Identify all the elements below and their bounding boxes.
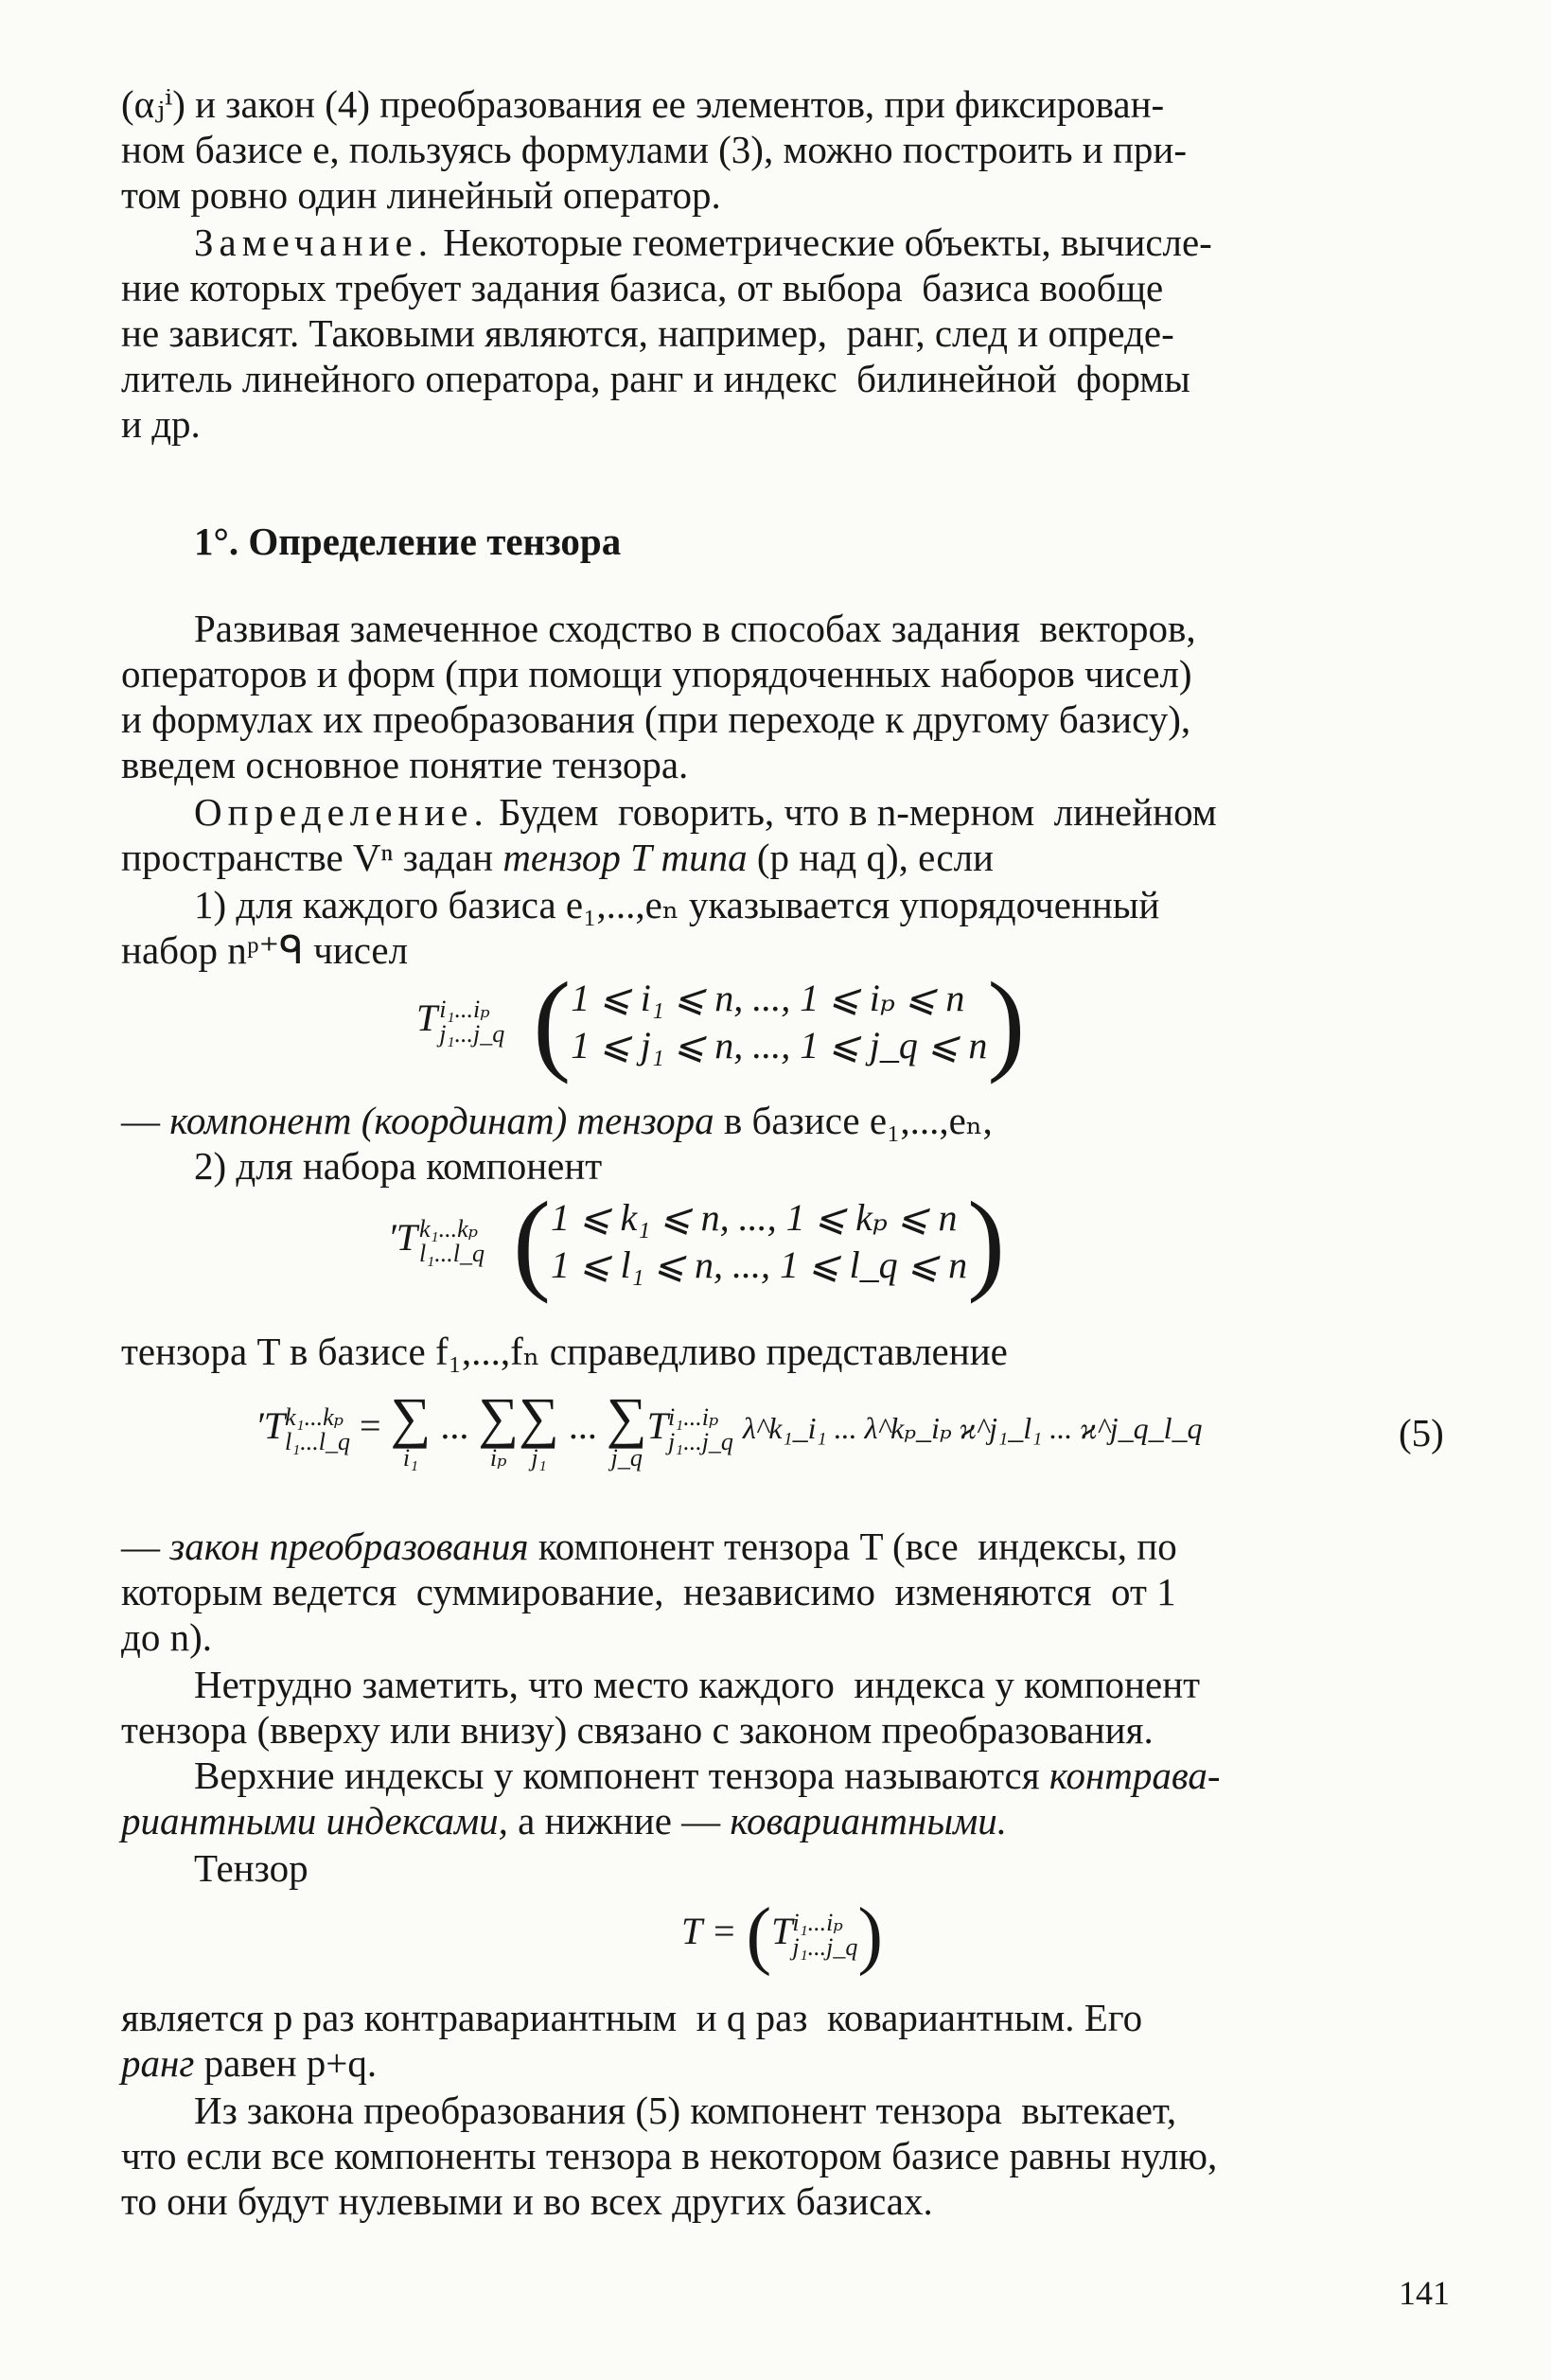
superscript: i₁...iₚ [792, 1909, 843, 1936]
remark-line [194, 220, 1519, 265]
text-line: которым ведется суммирование, независимо изменяются от 1 [121, 1570, 1176, 1613]
text-line: является p раз контравариантным и q раз ковариантным. Его [121, 1996, 1143, 2039]
math-symbol: T [416, 996, 438, 1040]
formula-transformation-law [256, 1386, 1203, 1472]
text-line: не зависят. Таковыми являются, например, ранг, след и опреде- [121, 311, 1174, 355]
superscript: i₁...iₚ [439, 996, 490, 1023]
math-symbol: ′T [388, 1216, 417, 1260]
text-line: набор nᵖ⁺ᑫ чисел [121, 928, 409, 972]
sum-sign: ∑ j₁ [519, 1386, 559, 1472]
text-line: операторов и форм (при помощи упорядоченных наборов чисел) [121, 652, 1192, 696]
text-span: — [121, 1525, 170, 1568]
italic-term: тензор T типа [502, 836, 748, 879]
text-line [121, 1098, 1446, 1143]
left-paren: ( [746, 1894, 772, 1977]
text-line: ние которых требует задания базиса, от выбора базиса вообще [121, 266, 1164, 309]
remark-label: Замечание. [194, 220, 434, 264]
superscript: i₁...iₚ [667, 1403, 719, 1431]
text-line [121, 835, 1446, 880]
text-line [121, 2040, 1446, 2086]
ellipsis: ... [431, 1404, 479, 1448]
text-line: (αⱼⁱ) и закон (4) преобразования ее элементов, при фиксирован- [121, 82, 1165, 126]
text-line: и формулах их преобразования (при переходе к другому базису), [121, 697, 1191, 741]
right-paren: ) [987, 959, 1026, 1084]
subscript: l₁...l_q [419, 1240, 485, 1267]
text-line [121, 1524, 1446, 1569]
text-span: (p над q), если [747, 836, 994, 879]
italic-term: компонент (координат) тензора [169, 1099, 714, 1142]
text-span: а нижние — [507, 1799, 731, 1842]
italic-term: риантными индексами, [121, 1799, 508, 1842]
formula-coefficients: λ^k₁_i₁ ... λ^kₚ_iₚ ϰ^j₁_l₁ ... ϰ^j_q_l_q [742, 1411, 1203, 1446]
equals-sign: = [350, 1404, 391, 1448]
text-line: и др. [121, 402, 201, 446]
superscript: k₁...kₚ [285, 1403, 344, 1431]
text-span: компонент тензора T (все индексы, по [528, 1525, 1177, 1568]
text-line: до n). [121, 1615, 213, 1659]
sum-index: i₁ [402, 1444, 419, 1472]
text-line: литель линейного оператора, ранг и индекс билинейной формы [121, 357, 1190, 400]
math-symbol: ′T [256, 1404, 285, 1448]
left-paren: ( [533, 959, 572, 1084]
text-line: 2) для набора компонент [194, 1144, 603, 1188]
text-line: Нетрудно заметить, что место каждого индекса у компонент [194, 1663, 1201, 1706]
math-symbol: T = [681, 1910, 747, 1953]
text-line: 1) для каждого базиса e₁,...,eₙ указывается упорядоченный [194, 883, 1160, 926]
math-symbol: T [771, 1910, 793, 1953]
text-span: равен p+q. [194, 2041, 378, 2085]
text-line [194, 1753, 1519, 1798]
right-paren: ) [967, 1178, 1006, 1304]
formula-row: 1 ⩽ l₁ ⩽ n, ..., 1 ⩽ l_q ⩽ n [550, 1243, 968, 1286]
text-line: Тензор [194, 1846, 308, 1890]
formula-row: 1 ⩽ k₁ ⩽ n, ..., 1 ⩽ kₚ ⩽ n [550, 1196, 958, 1239]
definition-label: Определение. [194, 790, 489, 834]
subscript: j₁...j_q [792, 1933, 858, 1961]
text-line [121, 1798, 1446, 1843]
subscript: l₁...l_q [285, 1428, 350, 1455]
text-line: введем основное понятие тензора. [121, 743, 689, 786]
subscript: j₁...j_q [667, 1428, 733, 1455]
text-line: что если все компоненты тензора в некотором базисе равны нулю, [121, 2134, 1218, 2177]
text-line: том ровно один линейный оператор. [121, 173, 721, 217]
sum-sign: ∑ j_q [606, 1386, 647, 1472]
remark-text: Некоторые геометрические объекты, вычисле- [433, 220, 1212, 264]
sum-sign: ∑ i₁ [390, 1386, 432, 1472]
math-symbol: T [646, 1404, 668, 1448]
italic-term: ковариантными. [730, 1799, 1008, 1842]
sum-index: iₚ [489, 1444, 507, 1472]
text-line: ном базисе e, пользуясь формулами (3), можно построить и при- [121, 128, 1188, 171]
text-line: Развивая замеченное сходство в способах задания векторов, [194, 607, 1196, 650]
sum-index: j_q [610, 1444, 643, 1472]
italic-term: контрава- [1049, 1754, 1221, 1797]
text-line: тензора T в базисе f₁,...,fₙ справедливо представление [121, 1330, 1008, 1373]
sum-index: j₁ [531, 1444, 547, 1472]
text-line: то они будут нулевыми и во всех других базисах. [121, 2179, 933, 2223]
definition-line [194, 789, 1519, 835]
sum-sign: ∑ iₚ [478, 1386, 520, 1472]
text-span: в базисе e₁,...,eₙ, [714, 1099, 993, 1142]
text-span: Верхние индексы у компонент тензора называются [194, 1754, 1049, 1797]
text-span: пространстве Vⁿ задан [121, 836, 503, 879]
formula-tensor [681, 1894, 884, 1977]
formula-row: 1 ⩽ j₁ ⩽ n, ..., 1 ⩽ j_q ⩽ n [571, 1024, 988, 1067]
text-line: Из закона преобразования (5) компонент тензора вытекает, [194, 2089, 1177, 2132]
subscript: j₁...j_q [439, 1020, 505, 1048]
formula-components [416, 959, 1026, 1084]
section-heading: 1°. Определение тензора [194, 520, 622, 563]
page-number: 141 [1399, 2274, 1450, 2312]
italic-term: закон преобразования [169, 1525, 529, 1568]
text-span: — [121, 1099, 170, 1142]
definition-text: Будем говорить, что в n-мерном линейном [488, 790, 1217, 834]
left-paren: ( [513, 1178, 551, 1304]
text-line: тензора (вверху или внизу) связано с законом преобразования. [121, 1708, 1154, 1752]
right-paren: ) [857, 1894, 884, 1977]
italic-term: ранг [121, 2041, 195, 2085]
superscript: k₁...kₚ [419, 1215, 479, 1243]
equation-number: (5) [1399, 1411, 1444, 1454]
ellipsis: ... [558, 1404, 607, 1448]
formula-row: 1 ⩽ i₁ ⩽ n, ..., 1 ⩽ iₚ ⩽ n [571, 977, 965, 1019]
formula-new-components [388, 1178, 1006, 1304]
